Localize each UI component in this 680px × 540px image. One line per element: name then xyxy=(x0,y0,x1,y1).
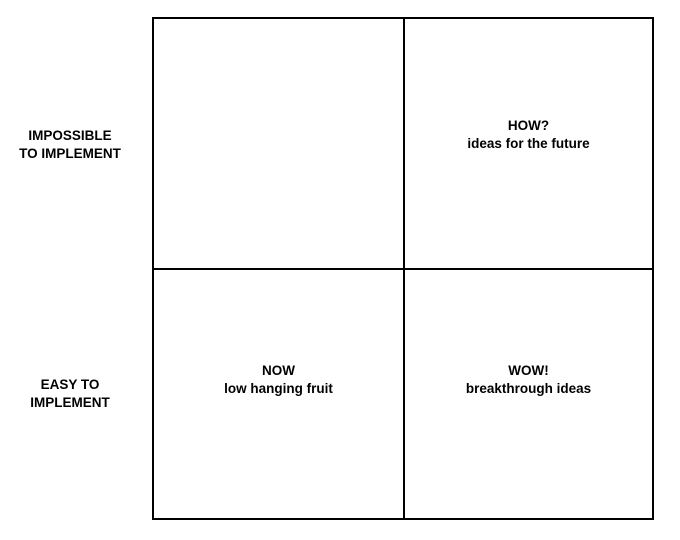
quadrant-top-left xyxy=(154,19,405,270)
quadrant-bottom-left xyxy=(154,270,405,518)
quadrant-top-right xyxy=(405,19,652,270)
row-label-impossible: IMPOSSIBLE TO IMPLEMENT xyxy=(19,128,121,161)
quadrant-bottom-right xyxy=(405,270,652,518)
quadrant-matrix xyxy=(152,17,654,520)
quadrant-subtitle-fruit: low hanging fruit xyxy=(224,381,333,396)
quadrant-title-now: NOW xyxy=(261,363,295,378)
quadrant-subtitle-breakthrough: breakthrough ideas xyxy=(465,381,592,396)
quadrant-title-how: HOW? xyxy=(507,117,550,133)
row-label-easy: EASY TO IMPLEMENT xyxy=(30,377,110,410)
quadrant-subtitle-future: ideas for the future xyxy=(467,135,590,151)
quadrant-title-wow: WOW! xyxy=(508,363,549,378)
